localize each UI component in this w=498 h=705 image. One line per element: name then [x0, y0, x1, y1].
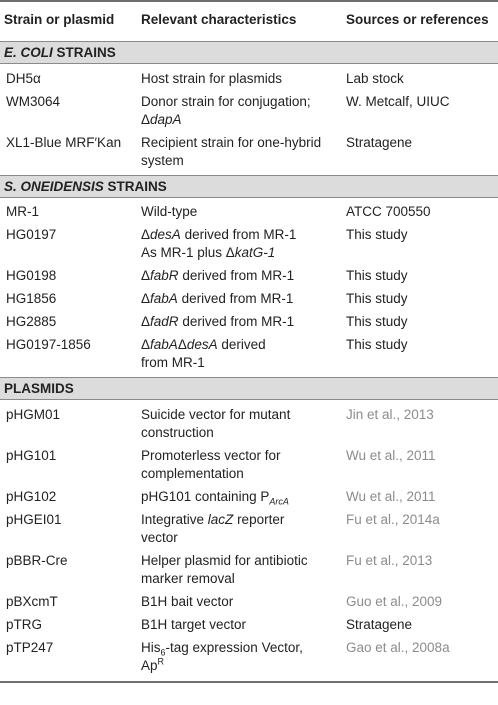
characteristics-cell: ΔdesA derived from MR-1 As MR-1 plus ΔkatG-1: [141, 227, 297, 260]
table-row: pHG102 pHG101 containing $P_{ArcA}$ Wu et al., 2011: [0, 488, 498, 511]
table-row: pBBR-Cre Helper plasmid for antibiotic marker removal Fu et al., 2013: [6, 552, 433, 586]
section-title: E. COLI STRAINS: [0, 42, 498, 64]
section-plasmids: [0, 378, 498, 400]
characteristics-cell: ΔfabR derived from MR-1: [141, 268, 295, 283]
characteristics-cell: Integrative lacZ reporter vector: [141, 511, 285, 545]
table-row: pHGM01 Suicide vector for mutant construction Jin et al., 2013: [6, 406, 434, 440]
characteristics-cell: pHG101 containing $P_{ArcA}$: [141, 488, 289, 507]
header-characteristics: Relevant characteristics: [137, 1, 342, 42]
table-row: pHGEI01 Integrative lacZ reporter vector Fu et al., 2014a: [0, 511, 498, 552]
table-row: pTP247 His$_6$-tag expression Vector, $Ap^R$ Gao et al., 2008a: [0, 639, 498, 682]
table-row: pTRG B1H target vector Stratagene: [6, 616, 413, 632]
table-row: HG1856 ΔfabA derived from MR-1 This study: [0, 290, 498, 313]
table-row: HG0197 ΔdesA derived from MR-1 As MR-1 plus ΔkatG-1 This study: [0, 226, 498, 267]
table-row: HG2885 ΔfadR derived from MR-1 This study: [0, 313, 498, 336]
header-row: [0, 1, 498, 42]
characteristics-cell: ΔfabAΔdesA derived from MR-1: [141, 337, 266, 370]
characteristics-cell: ΔfadR derived from MR-1: [141, 314, 295, 329]
characteristics-cell: Donor strain for conjugation; ΔdapA: [141, 93, 311, 127]
table-row: DH5α Host strain for plasmids Lab stock: [6, 70, 404, 86]
table-row: HG0197-1856 ΔfabAΔdesA derived from MR-1 This study: [0, 336, 498, 378]
table-row: HG0198 ΔfabR derived from MR-1 This study: [0, 267, 498, 290]
characteristics-cell: His$_6$-tag expression Vector, $Ap^R$: [137, 639, 342, 682]
table-row: MR-1 Wild-type ATCC 700550: [6, 204, 431, 219]
section-title: S. ONEIDENSIS STRAINS: [0, 175, 498, 197]
section-title: PLASMIDS: [0, 378, 498, 400]
table-row: pBXcmT B1H bait vector Guo et al., 2009: [6, 593, 443, 609]
table-row: WM3064 Donor strain for conjugation; ΔdapA W. Metcalf, UIUC: [0, 93, 498, 134]
header-strain: Strain or plasmid: [0, 1, 137, 42]
table-row: pHG101 Promoterless vector for complementation Wu et al., 2011: [6, 447, 436, 481]
section-ecoli: [0, 42, 498, 64]
section-soneidensis: [0, 175, 498, 197]
header-sources: Sources or references: [342, 1, 498, 42]
table-row: XL1-Blue MRF′Kan Recipient strain for one-hybrid system Stratagene: [6, 134, 413, 168]
characteristics-cell: ΔfabA derived from MR-1: [141, 291, 294, 306]
